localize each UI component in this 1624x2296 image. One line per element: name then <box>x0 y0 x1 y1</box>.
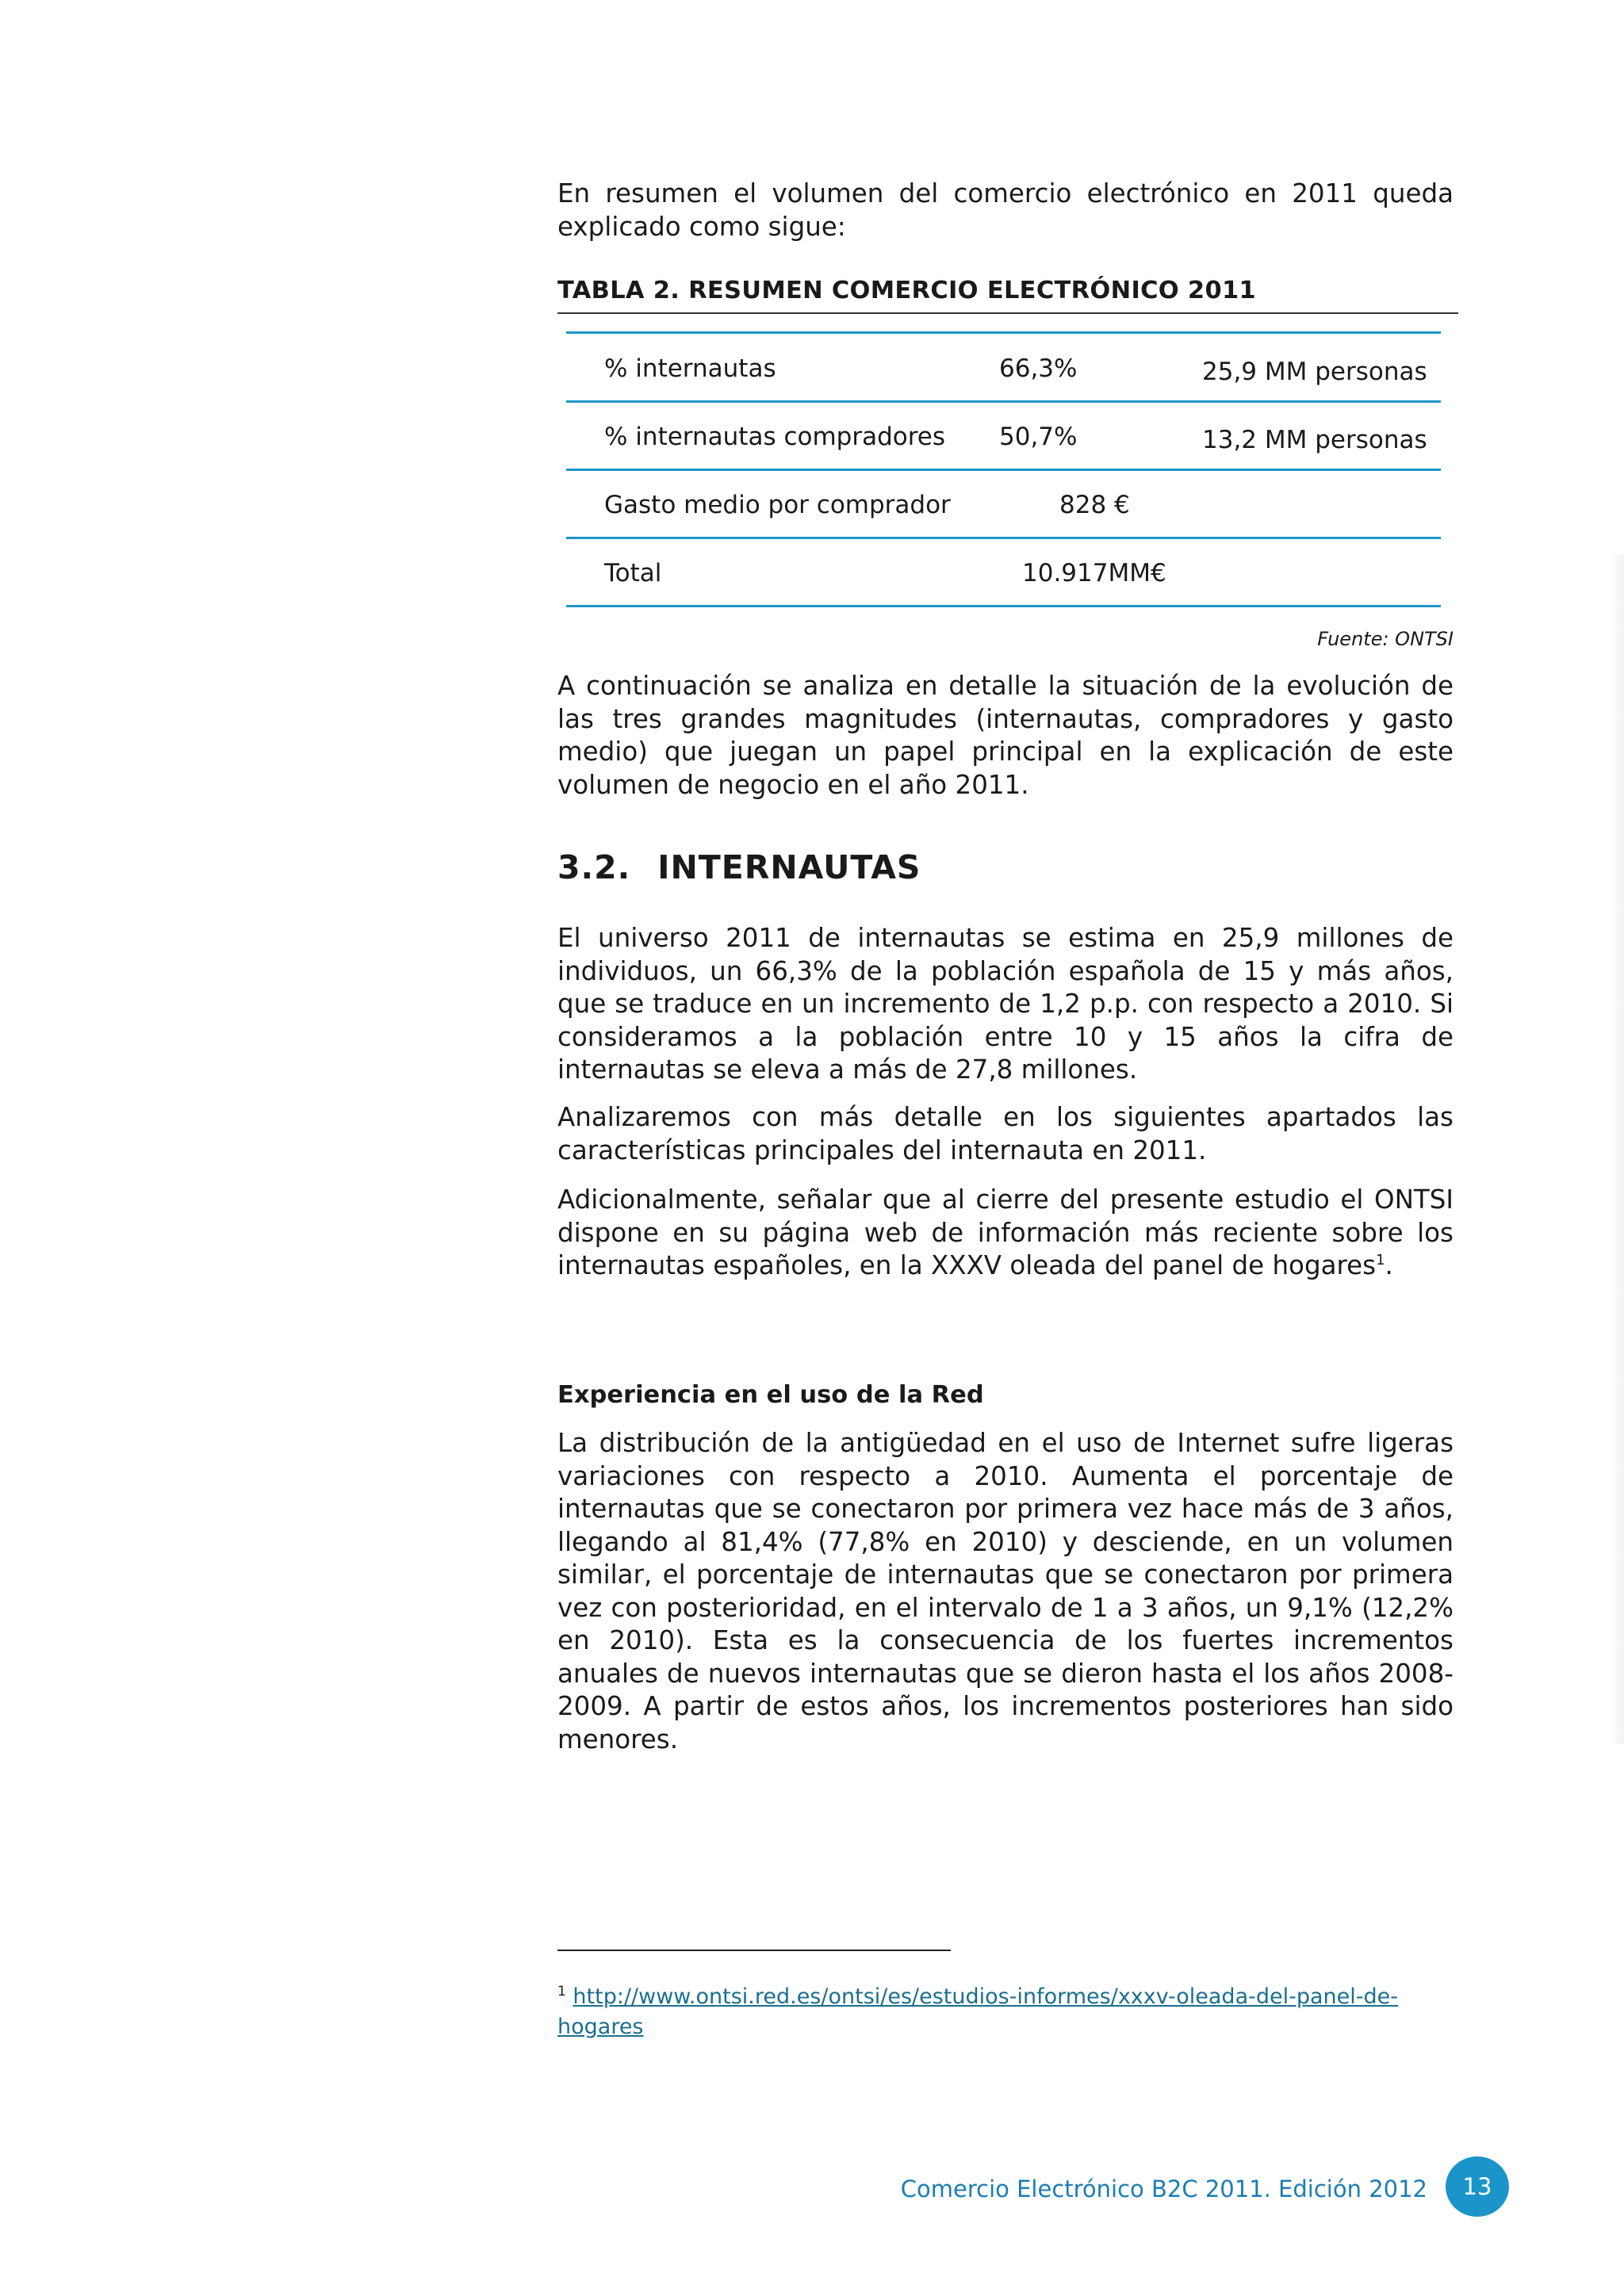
body-paragraph: El universo 2011 de internautas se estima en 25,9 millones de individuos, un 66,3% de la población española de 15 y más años, que se traduce en un incremento de 1,2 p.p. con respecto a 2010. Si consideramos a la población entre 10 y 15 años la cifra de internautas se eleva a más de 27,8 millones. <box>557 923 1454 1085</box>
table-row <box>566 402 1441 471</box>
section-heading <box>557 848 921 886</box>
row-extra: 25,9 MM personas <box>1202 358 1427 386</box>
body-paragraph: A continuación se analiza en detalle la situación de la evolución de las tres grandes magnitudes (internautas, compradores y gasto medio) que juegan un papel principal en la explicación de este volumen de negocio en el año 2011. <box>557 671 1454 800</box>
row-label: Total <box>604 559 662 587</box>
footnote-divider <box>557 1950 951 1951</box>
row-value: 50,7% <box>999 423 1078 451</box>
table-row <box>566 470 1441 539</box>
table-source: Fuente: ONTSI <box>1317 628 1454 650</box>
footnote-link[interactable]: http://www.ontsi.red.es/ontsi/es/estudios-informes/xxxv-oleada-del-panel-de-hogares <box>557 1984 1398 2039</box>
paragraph-end: . <box>1385 1250 1393 1280</box>
section-title: INTERNAUTAS <box>657 848 921 886</box>
table-title: TABLA 2. RESUMEN COMERCIO ELECTRÓNICO 2011 <box>557 277 1458 314</box>
subsection-heading: Experiencia en el uso de la Red <box>557 1381 984 1409</box>
row-value: 66,3% <box>999 354 1078 383</box>
table-row <box>566 538 1441 607</box>
body-paragraph: Analizaremos con más detalle en los siguientes apartados las características principales del internauta en 2011. <box>557 1102 1454 1165</box>
paragraph-text: Adicionalmente, señalar que al cierre del presente estudio el ONTSI dispone en su página web de información más reciente sobre los internautas españoles, en la XXXV oleada del panel de hogares <box>557 1184 1454 1280</box>
footnote-number: 1 <box>557 1984 566 1999</box>
page-number-badge: 13 <box>1446 2156 1509 2217</box>
footer-title: Comercio Electrónico B2C 2011. Edición 2012 <box>900 2175 1427 2202</box>
row-label: % internautas compradores <box>604 423 946 451</box>
row-value: 828 € <box>1059 491 1130 519</box>
footnote-reference[interactable]: 1 <box>1376 1252 1385 1269</box>
page-edge-shadow <box>1610 555 1624 1744</box>
row-label: Gasto medio por comprador <box>604 491 951 519</box>
footnote <box>557 1982 1454 2042</box>
body-paragraph: La distribución de la antigüedad en el uso de Internet sufre ligeras variaciones con respecto a 2010. Aumenta el porcentaje de internautas que se conectaron por primera vez hace más de 3 años, llegando al 81,4% (77,8% en 2010) y desciende, en un volumen similar, el porcentaje de internautas que se conectaron por primera vez con posterioridad, en el intervalo de 1 a 3 años, un 9,1% (12,2% en 2010). Esta es la consecuencia de los fuertes incrementos anuales de nuevos internautas que se dieron hasta el los años 2008-2009. A partir de estos años, los incrementos posteriores han sido menores. <box>557 1428 1454 1755</box>
intro-paragraph: En resumen el volumen del comercio electrónico en 2011 queda explicado como sigue: <box>557 178 1454 242</box>
body-paragraph <box>557 1184 1454 1283</box>
table-row <box>566 334 1441 403</box>
row-label: % internautas <box>604 354 776 383</box>
row-value: 10.917MM€ <box>1022 559 1166 587</box>
row-extra: 13,2 MM personas <box>1202 426 1427 454</box>
section-number: 3.2. <box>557 848 631 886</box>
